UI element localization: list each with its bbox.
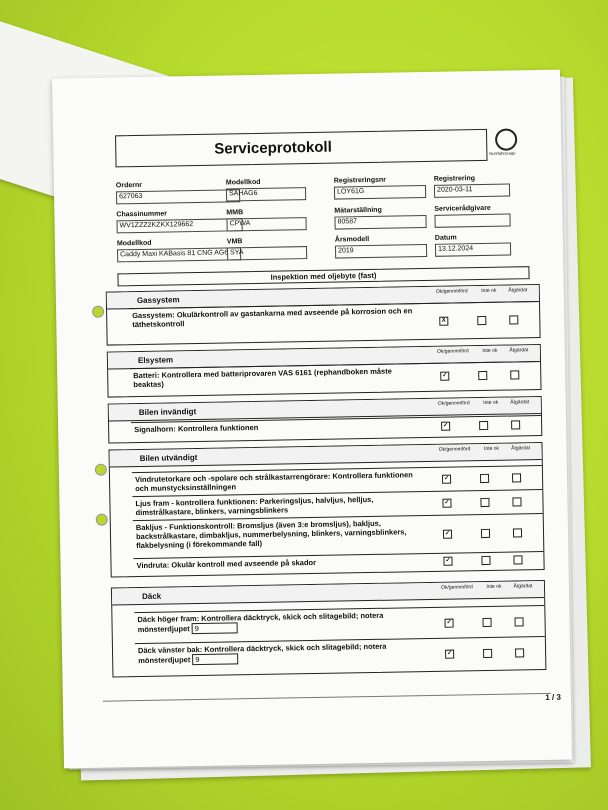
- done-checkbox[interactable]: [509, 315, 518, 324]
- ok-checkbox[interactable]: X: [439, 317, 448, 326]
- col-ok: Ok/genomförd: [438, 446, 471, 453]
- checklist-row: [130, 361, 540, 396]
- field-ordernr: Ordernr 627063: [116, 180, 240, 204]
- field-vmb: VMB SYA: [227, 237, 307, 260]
- section-title: Bilen utvändigt: [139, 453, 198, 464]
- row-text: Bakljus - Funktionskontroll: Bromsljus (även 3:e bromsljus), bakljus, backstrålkastare, dimbakljus, nummerbelysning, blinkers, varningsblinkers, flakbelysning (i förekommande fall): [135, 518, 407, 551]
- row-text: Gassystem: Okulärkontroll av gastankarna med avseende på korrosion och en täthetskontroll: [132, 306, 413, 330]
- done-checkbox[interactable]: [512, 497, 521, 506]
- field-matarstallning: Mätarställning 80587: [334, 206, 426, 230]
- vw-brand-label: Nutzfahrzeuge: [489, 150, 516, 156]
- field-datum: Datum 13.12.2024: [435, 234, 511, 257]
- punch-hole: [95, 464, 107, 476]
- field-mmb: MMB CPWA: [226, 208, 306, 231]
- done-checkbox[interactable]: [510, 370, 519, 379]
- row-text: Ljus fram - kontrollera funktionen: Parkeringsljus, halvljus, helljus, dimstrålkastare, blinkers, varningsblinkers: [135, 494, 374, 518]
- row-text: Vindrutetorkare och -spolare och strålkastarrengörare: Kontrollera funktionen och munstycksinställningen: [134, 470, 413, 494]
- section-dack: [111, 580, 547, 678]
- col-not-ok: Inte ok: [483, 445, 500, 453]
- done-checkbox[interactable]: [511, 420, 520, 429]
- section-title: Gassystem: [136, 295, 180, 306]
- col-done: Åtgärdat: [510, 399, 530, 406]
- ok-checkbox[interactable]: ✓: [443, 530, 452, 539]
- punch-hole: [92, 306, 104, 318]
- col-not-ok: Inte ok: [481, 287, 497, 295]
- field-arsmodell: Årsmodell 2019: [335, 235, 427, 259]
- col-not-ok: Inte ok: [482, 347, 498, 355]
- ok-checkbox[interactable]: ✓: [442, 475, 451, 484]
- vw-logo-icon: [495, 128, 517, 150]
- tread-depth-input[interactable]: 9: [192, 653, 238, 665]
- field-modellbeskrivning: Modellkod Caddy Maxi KABasis 81 CNG AG6: [117, 238, 241, 262]
- section-header: [112, 581, 544, 606]
- page-number: 1 / 3: [545, 692, 561, 702]
- done-checkbox[interactable]: [514, 617, 523, 626]
- col-done: Åtgärdat: [513, 583, 533, 590]
- ok-checkbox[interactable]: ✓: [440, 372, 449, 381]
- col-ok: Ok/genomförd: [437, 400, 470, 407]
- not-ok-checkbox[interactable]: [483, 649, 492, 658]
- section-bilen-invandigt: [108, 396, 543, 444]
- not-ok-checkbox[interactable]: [480, 498, 489, 507]
- section-title: Däck: [141, 591, 162, 601]
- col-ok: Ok/genomförd: [435, 288, 468, 295]
- col-done: Åtgärdat: [509, 347, 529, 354]
- col-done: Åtgärdat: [508, 287, 528, 294]
- section-bilen-utvandigt: [109, 442, 545, 578]
- done-checkbox[interactable]: [513, 528, 522, 537]
- field-registrering: Registrering 2020-03-11: [434, 175, 510, 198]
- ok-checkbox[interactable]: ✓: [441, 422, 450, 431]
- footer-divider: [103, 693, 551, 702]
- not-ok-checkbox[interactable]: [482, 618, 491, 627]
- done-checkbox[interactable]: [513, 555, 522, 564]
- not-ok-checkbox[interactable]: [478, 371, 487, 380]
- checklist-row: [129, 301, 540, 344]
- row-text: Signalhorn: Kontrollera funktionen: [134, 422, 259, 435]
- col-not-ok: Inte ok: [486, 583, 502, 590]
- row-text: Däck vänster bak: Kontrollera däcktryck, skick och slitagebild; notera mönsterdjupet 9: [137, 641, 387, 666]
- row-text: Vindruta: Okulär kontroll med avseende på skador: [136, 557, 317, 571]
- not-ok-checkbox[interactable]: [481, 529, 490, 538]
- done-checkbox[interactable]: [512, 473, 521, 482]
- title-box: [115, 129, 488, 167]
- col-done: Åtgärdat: [511, 445, 531, 452]
- inspection-title: Inspektion med oljebyte (fast): [117, 266, 529, 286]
- section-gassystem: [106, 284, 541, 346]
- service-protocol-page: [52, 70, 572, 769]
- section-title: Bilen invändigt: [138, 407, 197, 418]
- field-modellkod: Modellkod SAHAG6: [226, 178, 306, 201]
- not-ok-checkbox[interactable]: [480, 474, 489, 483]
- ok-checkbox[interactable]: ✓: [442, 499, 451, 508]
- row-text: Batteri: Kontrollera med batteriprovaren VAS 6161 (rephandboken måste beaktas): [133, 366, 392, 390]
- section-title: Elsystem: [137, 355, 174, 366]
- section-header: [110, 443, 542, 468]
- not-ok-checkbox[interactable]: [481, 556, 490, 565]
- ok-checkbox[interactable]: ✓: [443, 557, 452, 566]
- checklist-row: [135, 636, 546, 676]
- done-checkbox[interactable]: [515, 648, 524, 657]
- field-chassinummer: Chassinummer WV1ZZZ2KZKX129662: [116, 209, 242, 233]
- punch-hole: [96, 514, 108, 526]
- section-elsystem: [107, 344, 542, 398]
- col-not-ok: Inte ok: [483, 399, 499, 407]
- col-ok: Ok/genomförd: [441, 584, 473, 591]
- not-ok-checkbox[interactable]: [479, 421, 488, 430]
- ok-checkbox[interactable]: ✓: [445, 650, 454, 659]
- row-text: Däck höger fram: Kontrollera däcktryck, skick och slitagebild; notera mönsterdjupet 9: [137, 610, 384, 635]
- not-ok-checkbox[interactable]: [477, 316, 486, 325]
- col-ok: Ok/genomförd: [436, 348, 469, 355]
- field-registreringsnr: Registreringsnr LOY61G: [334, 176, 426, 200]
- tread-depth-input[interactable]: 9: [192, 622, 238, 634]
- document-title: Serviceprotokoll: [214, 138, 332, 158]
- vw-logo: [489, 128, 520, 159]
- ok-checkbox[interactable]: ✓: [445, 619, 454, 628]
- field-serviceradgivare: Servicerådgivare: [434, 205, 510, 228]
